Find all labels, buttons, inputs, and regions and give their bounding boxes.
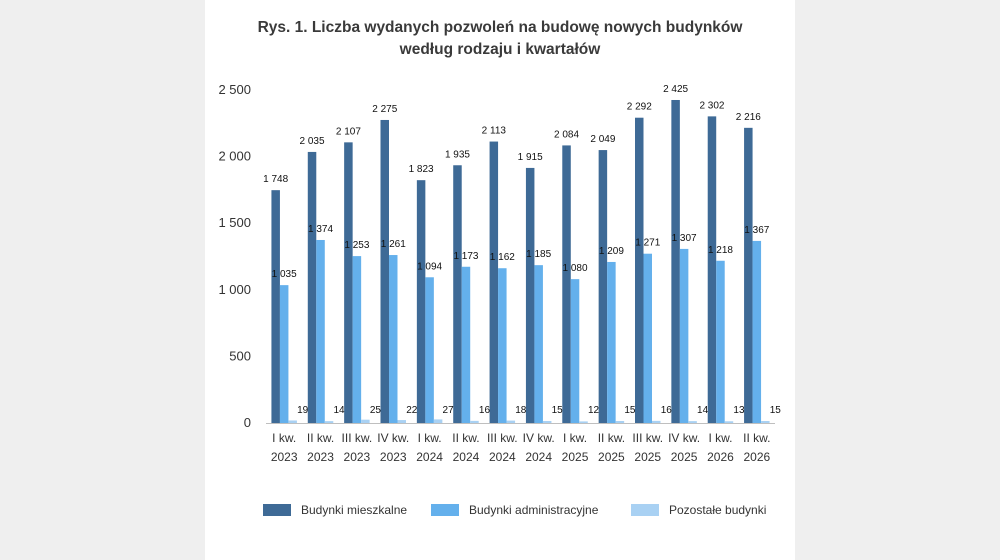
x-tick-label-year: 2024 xyxy=(416,450,443,464)
bar-pozostale xyxy=(543,421,552,423)
data-label: 1 748 xyxy=(263,174,289,186)
x-tick-label-quarter: III kw. xyxy=(341,431,373,445)
data-label: 1 162 xyxy=(489,252,515,264)
legend-label: Budynki administracyjne xyxy=(469,503,599,517)
data-label: 1 209 xyxy=(598,245,624,257)
data-label: 2 035 xyxy=(299,135,325,147)
data-label: 15 xyxy=(769,405,781,416)
bar-pozostale xyxy=(288,420,297,423)
bar-pozostale xyxy=(434,419,443,423)
bar-pozostale xyxy=(761,421,770,423)
bar-mieszkalne xyxy=(744,128,753,423)
bar-administracyjne xyxy=(462,267,471,423)
x-tick-label-quarter: III kw. xyxy=(486,431,518,445)
bar-administracyjne xyxy=(498,268,507,423)
x-tick-label-quarter: II kw. xyxy=(597,431,626,445)
bar-mieszkalne xyxy=(271,190,280,423)
data-label: 2 107 xyxy=(335,126,361,138)
y-tick-label: 2 500 xyxy=(218,82,251,97)
bar-administracyjne xyxy=(425,277,434,423)
data-label: 1 035 xyxy=(271,269,297,281)
x-tick-label-quarter: I kw. xyxy=(563,431,588,445)
data-label: 16 xyxy=(478,405,491,416)
y-tick-label: 500 xyxy=(229,348,251,364)
x-tick-label-year: 2024 xyxy=(525,450,553,464)
x-tick-label-year: 2023 xyxy=(379,450,407,464)
data-label: 1 935 xyxy=(444,149,470,161)
bar-administracyjne xyxy=(716,261,725,423)
bar-chart xyxy=(205,0,795,560)
bar-mieszkalne xyxy=(453,165,462,423)
x-tick-label-quarter: IV kw. xyxy=(377,431,410,445)
bar-administracyjne xyxy=(280,285,289,423)
legend-swatch xyxy=(431,504,459,516)
data-label: 16 xyxy=(660,405,672,416)
x-tick-label-quarter: II kw. xyxy=(743,431,771,445)
bar-administracyjne xyxy=(316,240,325,423)
x-tick-label-year: 2025 xyxy=(634,450,662,464)
data-label: 1 271 xyxy=(635,237,661,249)
data-label: 25 xyxy=(369,405,381,416)
bar-mieszkalne xyxy=(708,116,717,423)
chart-title-line-1: Rys. 1. Liczba wydanych pozwoleń na budowę nowych budynków xyxy=(257,19,743,36)
y-axis xyxy=(218,82,251,430)
data-label: 1 094 xyxy=(417,261,443,273)
data-label: 18 xyxy=(515,405,527,416)
x-tick-label-year: 2026 xyxy=(707,450,734,464)
y-tick-label: 0 xyxy=(243,415,251,430)
data-label: 2 216 xyxy=(735,111,761,123)
x-tick-label-quarter: I kw. xyxy=(708,431,733,445)
x-tick-label-year: 2023 xyxy=(270,450,298,464)
bar-pozostale xyxy=(398,420,407,423)
y-tick-label: 2 000 xyxy=(218,148,251,164)
x-axis xyxy=(266,424,775,465)
data-label: 1 823 xyxy=(408,164,434,176)
x-tick-label-year: 2024 xyxy=(452,450,480,464)
data-label: 19 xyxy=(297,405,309,416)
y-tick-label: 1 500 xyxy=(218,215,251,231)
data-label: 1 173 xyxy=(453,250,479,262)
data-label: 2 113 xyxy=(481,125,506,137)
x-tick-label-quarter: IV kw. xyxy=(668,431,701,445)
bar-administracyjne xyxy=(644,254,653,423)
data-label: 1 253 xyxy=(344,240,370,252)
bar-mieszkalne xyxy=(308,152,317,423)
y-tick-label: 1 000 xyxy=(218,281,251,297)
data-label: 1 218 xyxy=(707,244,733,256)
bar-pozostale xyxy=(361,420,370,423)
bar-mieszkalne xyxy=(599,150,608,423)
bar-administracyjne xyxy=(389,255,398,423)
data-label: 14 xyxy=(697,405,709,416)
bar-mieszkalne xyxy=(381,120,390,423)
bar-mieszkalne xyxy=(526,168,535,423)
bar-administracyjne xyxy=(353,256,362,423)
data-label: 2 084 xyxy=(554,129,580,141)
bars-group xyxy=(271,100,769,423)
bar-administracyjne xyxy=(753,241,762,423)
bar-mieszkalne xyxy=(490,142,499,423)
x-tick-label-year: 2023 xyxy=(307,450,334,464)
data-label: 2 302 xyxy=(699,100,725,112)
data-label: 1 185 xyxy=(526,249,552,261)
bar-pozostale xyxy=(507,421,515,423)
legend-swatch xyxy=(631,504,659,516)
data-label: 1 915 xyxy=(517,151,543,163)
data-labels-group xyxy=(263,84,781,416)
bar-pozostale xyxy=(688,421,697,423)
data-label: 22 xyxy=(406,405,418,416)
bar-mieszkalne xyxy=(671,100,680,423)
data-label: 2 275 xyxy=(372,103,398,115)
x-tick-label-quarter: I kw. xyxy=(417,431,442,445)
bar-pozostale xyxy=(616,421,625,423)
data-label: 15 xyxy=(624,405,636,416)
chart-title-line-2: według rodzaju i kwartałów xyxy=(399,41,601,58)
x-tick-label-year: 2026 xyxy=(743,450,771,464)
chart-card xyxy=(205,0,795,560)
data-label: 1 080 xyxy=(562,263,588,275)
x-tick-label-quarter: II kw. xyxy=(306,431,335,445)
data-label: 1 374 xyxy=(308,223,334,235)
bar-administracyjne xyxy=(534,265,543,423)
bar-mieszkalne xyxy=(344,142,353,423)
x-tick-label-quarter: I kw. xyxy=(272,431,297,445)
data-label: 14 xyxy=(333,405,345,416)
legend-swatch xyxy=(263,504,291,516)
bar-pozostale xyxy=(325,421,334,423)
legend xyxy=(263,503,766,517)
bar-administracyjne xyxy=(607,262,616,423)
data-label: 2 292 xyxy=(626,101,652,113)
data-label: 2 049 xyxy=(590,134,616,146)
bar-pozostale xyxy=(470,421,479,423)
bar-administracyjne xyxy=(680,249,689,423)
data-label: 1 367 xyxy=(744,224,770,236)
legend-label: Budynki mieszkalne xyxy=(301,503,408,517)
data-label: 15 xyxy=(551,405,563,416)
data-label: 2 425 xyxy=(663,83,689,95)
bar-administracyjne xyxy=(571,279,580,423)
x-tick-label-year: 2025 xyxy=(670,450,698,464)
data-label: 12 xyxy=(587,405,600,416)
x-tick-label-year: 2025 xyxy=(598,450,625,464)
bar-mieszkalne xyxy=(635,118,644,423)
x-tick-label-year: 2023 xyxy=(343,450,371,464)
data-label: 27 xyxy=(442,405,454,416)
bar-pozostale xyxy=(579,421,588,423)
x-tick-label-quarter: IV kw. xyxy=(522,431,555,445)
x-tick-label-quarter: III kw. xyxy=(632,431,664,445)
data-label: 13 xyxy=(733,405,745,416)
bar-mieszkalne xyxy=(562,145,571,423)
x-tick-label-quarter: II kw. xyxy=(452,431,480,445)
x-tick-label-year: 2024 xyxy=(488,450,516,464)
bar-pozostale xyxy=(725,421,734,423)
bar-mieszkalne xyxy=(417,180,426,423)
x-tick-label-year: 2025 xyxy=(561,450,589,464)
legend-label: Pozostałe budynki xyxy=(669,503,767,517)
data-label: 1 261 xyxy=(380,239,406,251)
bar-pozostale xyxy=(652,421,661,423)
data-label: 1 307 xyxy=(671,232,697,244)
